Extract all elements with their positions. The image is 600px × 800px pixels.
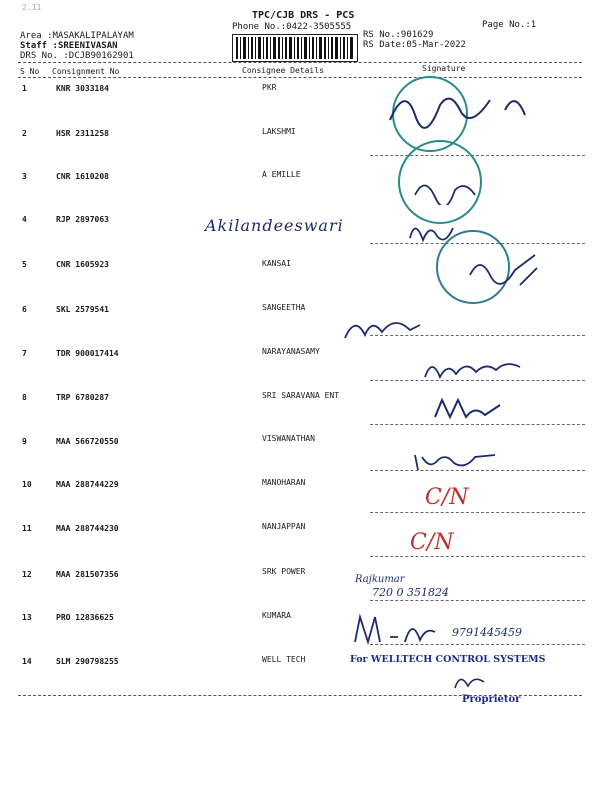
row-7-consignment: TDR 900017414 [56, 349, 119, 358]
staff-label: Staff : [20, 41, 58, 51]
rs-date: RS Date:05-Mar-2022 [363, 40, 466, 50]
row-1-consignee: PKR [262, 83, 277, 92]
drs-line [20, 51, 134, 61]
area-label: Area : [20, 31, 53, 41]
row-1-sno: 1 [22, 84, 27, 93]
row-4-consignment: RJP 2897063 [56, 215, 109, 224]
drs-label: DRS No. : [20, 51, 69, 61]
row-9-consignment: MAA 566720550 [56, 437, 119, 446]
row-8-sno: 8 [22, 393, 27, 402]
row-8-consignment: TRP 6780287 [56, 393, 109, 402]
row-2-sno: 2 [22, 129, 27, 138]
row-4-handwritten-name: Akilandeeswari [205, 216, 344, 235]
row-2-consignee: LAKSHMI [262, 127, 296, 136]
signature-scribble-4 [405, 218, 465, 248]
row-3-sno: 3 [22, 172, 27, 181]
row-9-consignee: VISWANATHAN [262, 434, 315, 443]
row-5-consignee: KANSAI [262, 259, 291, 268]
row-1-consignment: KNR 3033184 [56, 84, 109, 93]
area-value: MASAKALIPALAYAM [52, 31, 134, 41]
signature-scribble-3 [410, 175, 490, 205]
row-8-consignee: SRI SARAVANA ENT [262, 391, 340, 400]
row-3-consignee: A EMILLE [262, 170, 301, 179]
row-2-consignment: HSR 2311258 [56, 129, 109, 138]
signature-line [370, 155, 585, 156]
col-sno: S No [20, 67, 40, 76]
row-12-handwritten-phone: 720 0 351824 [372, 586, 449, 599]
col-consignment: Consignment No [52, 67, 120, 76]
row-9-sno: 9 [22, 437, 27, 446]
signature-scribble-13 [350, 612, 440, 652]
row-6-consignment: SKL 2579541 [56, 305, 109, 314]
row-12-consignment: MAA 281507356 [56, 570, 119, 579]
row-11-sno: 11 [22, 524, 32, 533]
corner-mark: 2.11 [22, 3, 42, 12]
signature-scribble-14 [450, 670, 490, 692]
col-signature: Signature [422, 64, 466, 73]
row-13-consignee: KUMARA [262, 611, 291, 620]
company-stamp: For WELLTECH CONTROL SYSTEMS [350, 654, 546, 665]
row-10-consignee: MANOHARAN [262, 478, 306, 487]
row-10-sno: 10 [22, 480, 32, 489]
signature-line [370, 600, 585, 601]
row-6-sno: 6 [22, 305, 27, 314]
drs-value: DCJB90162901 [68, 51, 134, 61]
row-13-consignment: PRO 12836625 [56, 613, 114, 622]
row-12-sno: 12 [22, 570, 32, 579]
row-11-consignment: MAA 288744230 [56, 524, 119, 533]
staff-value: SREENIVASAN [57, 41, 118, 51]
header-bottom-rule [18, 77, 582, 78]
signature-scribble-5 [465, 250, 545, 290]
row-6-consignee: SANGEETHA [262, 303, 306, 312]
signature-scribble-7 [420, 352, 530, 387]
row-10-cn-mark: C/N [425, 485, 469, 510]
row-14-sno: 14 [22, 657, 32, 666]
row-11-consignee: NANJAPPAN [262, 522, 306, 531]
phone-number: Phone No.:0422-3505555 [232, 22, 352, 32]
signature-line [370, 556, 585, 557]
row-13-handwritten-phone: 9791445459 [452, 626, 522, 639]
row-11-cn-mark: C/N [410, 530, 454, 555]
row-13-sno: 13 [22, 613, 32, 622]
row-14-consignment: SLM 290798255 [56, 657, 119, 666]
signature-scribble-9 [410, 445, 500, 475]
row-12-consignee: SRK POWER [262, 567, 306, 576]
signature-scribble-8 [430, 395, 510, 425]
staff-line [20, 41, 118, 51]
document-title: TPC/CJB DRS - PCS [252, 10, 355, 21]
row-3-consignment: CNR 1610208 [56, 172, 109, 181]
row-14-consignee: WELL TECH [262, 655, 306, 664]
barcode-graphic [233, 35, 357, 61]
header-top-rule [18, 62, 582, 63]
signature-scribble-1 [380, 80, 550, 140]
barcode [232, 34, 358, 62]
col-consignee: Consignee Details [242, 66, 324, 75]
proprietor-stamp: Proprietor [462, 694, 521, 705]
row-5-sno: 5 [22, 260, 27, 269]
rs-number: RS No.:901629 [363, 30, 434, 40]
row-4-sno: 4 [22, 215, 27, 224]
row-10-consignment: MAA 288744229 [56, 480, 119, 489]
row-5-consignment: CNR 1605923 [56, 260, 109, 269]
signature-line [370, 512, 585, 513]
row-12-handwritten-name: Rajkumar [355, 574, 405, 585]
area-line [20, 31, 134, 41]
page-number: Page No.:1 [482, 20, 537, 30]
row-7-consignee: NARAYANASAMY [262, 347, 320, 356]
row-7-sno: 7 [22, 349, 27, 358]
signature-scribble-6 [340, 310, 430, 345]
